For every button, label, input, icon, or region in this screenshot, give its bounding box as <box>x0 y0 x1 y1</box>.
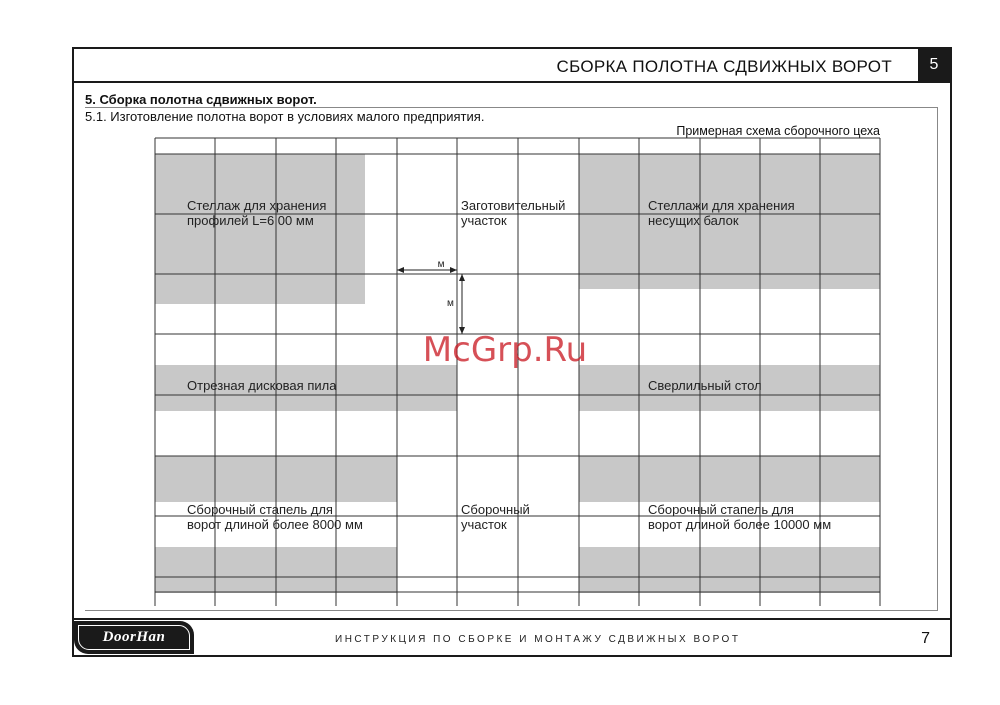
footer-divider <box>72 618 952 620</box>
doorhan-logo <box>74 621 194 654</box>
zone-label-slipway-8000-2: ворот длиной более 8000 мм <box>187 517 363 532</box>
page-header-title: СБОРКА ПОЛОТНА СДВИЖНЫХ ВОРОТ <box>556 57 892 76</box>
arrow-up-icon <box>459 274 465 281</box>
section-number-badge: 5 <box>918 49 950 81</box>
arrow-right-icon <box>450 267 457 273</box>
logo-text: DoorHan <box>78 625 190 650</box>
zone-label-slipway-10000-2: ворот длиной более 10000 мм <box>648 517 832 532</box>
watermark: McGrp.Ru <box>422 330 588 370</box>
zone-slipway-10000-bottom <box>579 547 880 593</box>
arrow-down-icon <box>459 327 465 334</box>
section-heading: 5. Сборка полотна сдвижных ворот. <box>85 92 317 107</box>
subsection-heading: 5.1. Изготовление полотна ворот в условиях малого предприятия. <box>85 109 485 124</box>
zone-label-assembly-area-2: участок <box>461 517 507 532</box>
zone-slipway-10000-top <box>579 456 880 502</box>
zone-label-profile-rack-1: Стеллаж для хранения <box>187 198 327 213</box>
zone-label-saw-1: Отрезная дисковая пила <box>187 378 337 393</box>
dimension-layer <box>397 259 465 334</box>
zone-label-drill-table-1: Сверлильный стол <box>648 378 762 393</box>
zone-label-beam-racks-1: Стеллажи для хранения <box>648 198 795 213</box>
dimension-label-horizontal: м <box>437 259 445 270</box>
zone-label-slipway-10000-1: Сборочный стапель для <box>648 502 794 517</box>
zone-label-prep-area-1: Заготовительный <box>461 198 566 213</box>
zone-label-assembly-area-1: Сборочный <box>461 502 530 517</box>
zone-label-prep-area-2: участок <box>461 213 507 228</box>
footer-title: ИНСТРУКЦИЯ ПО СБОРКЕ И МОНТАЖУ СДВИЖНЫХ ВОРОТ <box>335 634 741 645</box>
zone-label-slipway-8000-1: Сборочный стапель для <box>187 502 333 517</box>
zone-profile-rack-base <box>155 274 365 304</box>
scheme-caption: Примерная схема сборочного цеха <box>676 124 880 138</box>
arrow-left-icon <box>397 267 404 273</box>
page-number: 7 <box>921 630 930 647</box>
zone-label-profile-rack-2: профилей L=6 00 мм <box>187 213 314 228</box>
zone-label-beam-racks-2: несущих балок <box>648 213 739 228</box>
dimension-label-vertical: м <box>447 298 454 309</box>
